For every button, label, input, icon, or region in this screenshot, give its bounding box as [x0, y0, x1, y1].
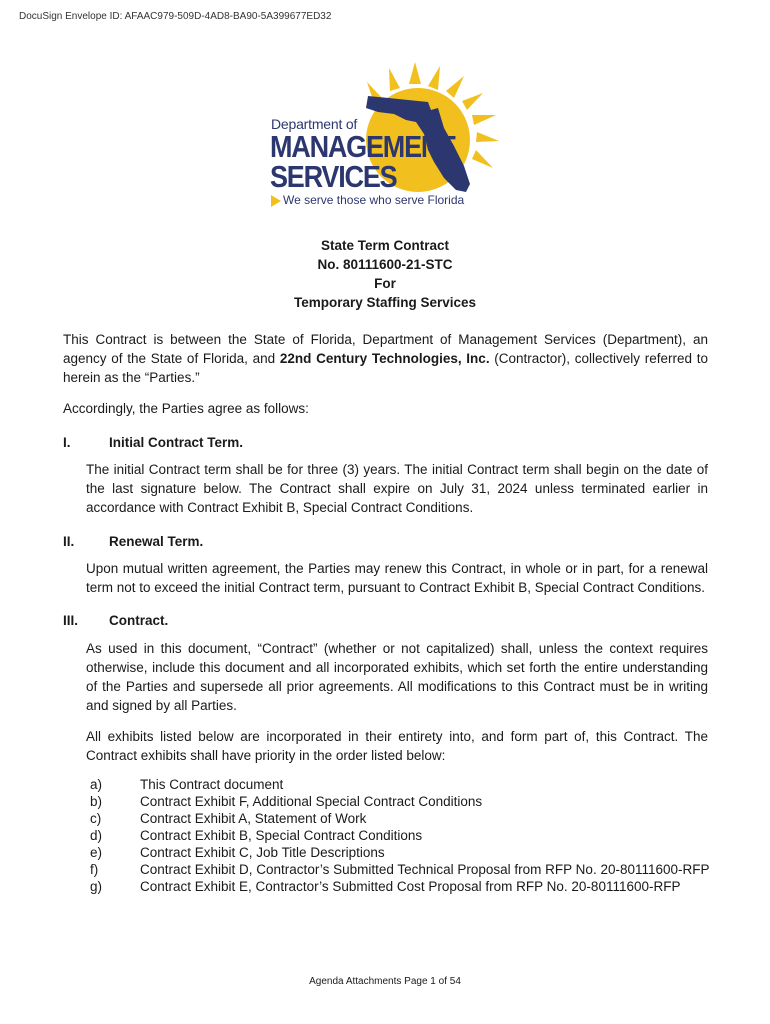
- accordingly-paragraph: Accordingly, the Parties agree as follows:: [63, 401, 309, 416]
- section-2-text: Upon mutual written agreement, the Parties may renew this Contract, in whole or in part, for a renewal term not to exceed the initial Contract term, pursuant to Contract Exhibit B, Special Contract Conditions.: [86, 561, 708, 595]
- docusign-envelope-id: DocuSign Envelope ID: AFAAC979-509D-4AD8-BA90-5A399677ED32: [19, 11, 332, 22]
- section-title: Initial Contract Term.: [109, 435, 244, 450]
- list-item: [90, 776, 710, 793]
- page-footer: Agenda Attachments Page 1 of 54: [309, 976, 461, 987]
- contractor-name: 22nd Century Technologies, Inc.: [279, 351, 490, 366]
- list-marker: b): [90, 794, 103, 809]
- list-marker: g): [90, 879, 103, 894]
- section-3-text: As used in this document, “Contract” (whether or not capitalized) shall, unless the context requires otherwise, include this document and all incorporated exhibits, which set forth the entire understanding of the Parties and supersede all prior agreements. All modifications to this Contract must be in writing and signed by all Parties.: [86, 641, 708, 713]
- list-marker: a): [90, 777, 103, 792]
- section-number: I.: [63, 435, 71, 450]
- list-item: [90, 793, 710, 810]
- section-number: III.: [63, 613, 79, 628]
- list-text: Contract Exhibit A, Statement of Work: [140, 811, 367, 826]
- intro-paragraph: [63, 330, 708, 387]
- logo-line-management: MANAGEMENT: [270, 130, 455, 164]
- section-heading-1: [63, 435, 243, 450]
- intro-text-2: (Contractor), collectively referred to herein as the “Parties.”: [63, 351, 709, 385]
- list-text: Contract Exhibit E, Contractor’s Submitted Cost Proposal from RFP No. 20-80111600-RFP: [140, 879, 681, 894]
- list-marker: c): [90, 811, 102, 826]
- play-arrow-icon: [271, 195, 281, 207]
- section-title: Contract.: [109, 613, 169, 628]
- section-heading-3: [63, 613, 168, 628]
- list-text: Contract Exhibit C, Job Title Descriptions: [140, 845, 385, 860]
- list-marker: f): [90, 862, 99, 877]
- dms-logo: [268, 62, 508, 212]
- list-text: This Contract document: [140, 777, 284, 792]
- logo-line-services: SERVICES: [270, 160, 397, 194]
- section-heading-2: [63, 534, 203, 549]
- contract-title: [0, 236, 770, 312]
- list-marker: d): [90, 828, 103, 843]
- list-item: [90, 844, 710, 861]
- list-item: [90, 827, 710, 844]
- list-marker: e): [90, 845, 103, 860]
- list-text: Contract Exhibit D, Contractor’s Submitted Technical Proposal from RFP No. 20-80111600-RFP: [140, 862, 710, 877]
- list-item: [90, 861, 710, 878]
- list-item: [90, 810, 710, 827]
- intro-text-1: This Contract is between the State of Florida, Department of Management Services (Department), an agency of the State of Florida, and: [63, 332, 708, 366]
- section-3-text-2: All exhibits listed below are incorporated in their entirety into, and form part of, this Contract. The Contract exhibits shall have priority in the order listed below:: [86, 729, 708, 763]
- list-text: Contract Exhibit F, Additional Special Contract Conditions: [140, 794, 483, 809]
- title-line-3: For: [374, 276, 396, 291]
- list-item: [90, 878, 710, 895]
- title-line-2: No. 80111600-21-STC: [317, 257, 453, 272]
- section-1-text: The initial Contract term shall be for three (3) years. The initial Contract term shall begin on the date of the last signature below. The Contract shall expire on July 31, 2024 unless terminated earlier in accordance with Contract Exhibit B, Special Contract Conditions.: [86, 462, 708, 515]
- section-title: Renewal Term.: [109, 534, 204, 549]
- logo-tagline: We serve those who serve Florida: [283, 193, 465, 207]
- title-line-1: State Term Contract: [320, 238, 450, 253]
- list-text: Contract Exhibit B, Special Contract Conditions: [140, 828, 423, 843]
- section-number: II.: [63, 534, 75, 549]
- exhibit-list: [90, 776, 710, 895]
- title-line-4: Temporary Staffing Services: [293, 295, 477, 310]
- logo-line-department: Department of: [271, 116, 358, 132]
